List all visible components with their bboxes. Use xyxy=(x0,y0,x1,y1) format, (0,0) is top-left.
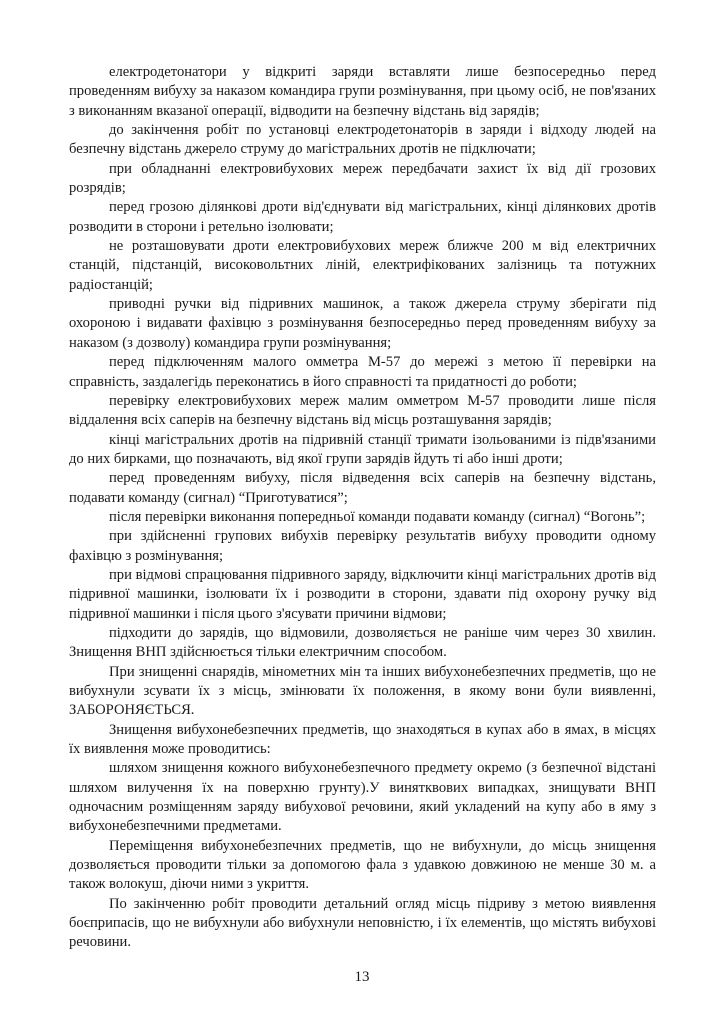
paragraph-12: при здійсненні групових вибухів перевірку результатів вибуху проводити одному фахівцю з розмінування; xyxy=(69,528,656,564)
paragraph-11: після перевірки виконання попередньої команди подавати команду (сигнал) “Вогонь”; xyxy=(109,508,646,525)
paragraph-7: перед підключенням малого омметра М-57 до мережі з метою її перевірки на справність, заздалегідь переконатись в його справності та придатності до роботи; xyxy=(69,354,656,390)
paragraph-13: при відмові спрацювання підривного заряду, відключити кінці магістральних дротів від підривної машинки, ізолювати їх і розводити в сторони, здавати під охорону ручку від підривної машинки і після цього з'ясувати причини відмови; xyxy=(69,566,656,622)
paragraph-9: кінці магістральних дротів на підривній станції тримати ізольованими із підв'язаними до них бирками, що позначають, від якої групи зарядів йдуть ті або інші дроти; xyxy=(69,431,656,467)
paragraph-17: шляхом знищення кожного вибухонебезпечного предмету окремо (з безпечної відстані шляхом вилучення їх на поверхню грунту).У винятквових випадках, знищувати ВНП одночасним розміщенням заряду вибухової речовини, який укладений на купу або в яму з вибухонебезпечними предметами. xyxy=(69,760,656,835)
paragraph-8: перевірку електровибухових мереж малим омметром М-57 проводити лише після віддалення всіх саперів на безпечну відстань від місць розташування зарядів; xyxy=(69,392,656,429)
paragraph-14: підходити до зарядів, що відмовили, дозволяється не раніше чим через 30 хвилин. Знищення ВНП здійснюється тільки електричним способом. xyxy=(69,624,656,661)
paragraph-16: Знищення вибухонебезпечних предметів, що знаходяться в купах або в ямах, в місцях їх виявлення може проводитись: xyxy=(69,721,656,758)
paragraph-1: електродетонатори у відкриті заряди вставляти лише безпосередньо перед проведенням вибуху за наказом командира групи розмінування, при цьому осіб, не пов'язаних з виконанням вказаної операції, відводити на безпечну відстань від зарядів; xyxy=(69,64,656,119)
paragraph-3: при обладнанні електровибухових мереж передбачати захист їх від дії грозових розрядів; xyxy=(69,160,656,197)
body-text xyxy=(69,63,656,953)
paragraph-15: При знищенні снарядів, мінометних мін та інших вибухонебезпечних предметів, що не вибухнули зсувати їх з місць, змінювати їх положення, в якому вони були виявленні, ЗАБОРОНЯЄТЬСЯ. xyxy=(69,663,656,719)
paragraph-18: Переміщення вибухонебезпечних предметів, що не вибухнули, до місць знищення дозволяється проводити тільки за допомогою фала з удавкою довжиною не менше 30 м. а також волокуш, діючи ними з укриття. xyxy=(69,837,656,893)
paragraph-4: перед грозою ділянкові дроти від'єднувати від магістральних, кінці ділянкових дротів розводити в сторони і ретельно ізолювати; xyxy=(69,199,656,235)
page-number: 13 xyxy=(354,969,370,985)
paragraph-5: не розташовувати дроти електровибухових мереж ближче 200 м від електричних станцій, підстанцій, високовольтних ліній, електрифікованих залізниць та потужних радіостанцій; xyxy=(69,238,656,293)
paragraph-2: до закінчення робіт по установці електродетонаторів в заряди і відходу людей на безпечну відстань джерело струму до магістральних дротів не підключати; xyxy=(69,122,656,158)
paragraph-6: приводні ручки від підривних машинок, а також джерела струму зберігати під охороною і видавати фахівцю з розмінування безпосередньо перед проведенням вибуху за наказом (з дозволу) командира групи розмінування; xyxy=(69,296,656,351)
paragraph-10: перед проведенням вибуху, після відведення всіх саперів на безпечну відстань, подавати команду (сигнал) “Приготуватися”; xyxy=(69,470,656,506)
paragraph-19: По закінченню робіт проводити детальний огляд місць підриву з метою виявлення боєприпасів, що не вибухнули або вибухнули неповністю, і їх елементів, що містять вибухові речовини. xyxy=(69,895,656,951)
